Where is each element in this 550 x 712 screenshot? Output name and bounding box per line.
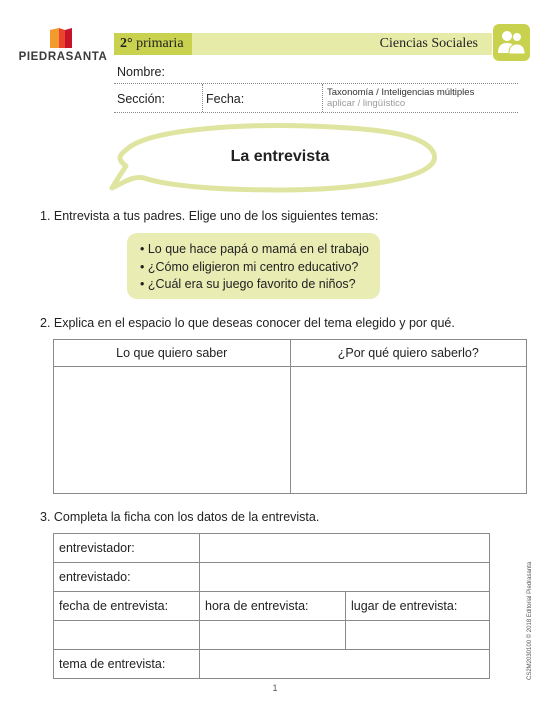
taxonomy-label: Taxonomía / Inteligencias múltiples xyxy=(327,87,475,98)
time-field-label: hora de entrevista: xyxy=(200,592,346,621)
question-2: 2. Explica en el espacio lo que deseas conocer del tema elegido y por qué. xyxy=(40,316,455,330)
topic-item: • ¿Cómo eligieron mi centro educativo? xyxy=(140,260,359,274)
page-title: La entrevista xyxy=(230,148,330,165)
name-label: Nombre: xyxy=(117,65,165,79)
question-1: 1. Entrevista a tus padres. Elige uno de los siguientes temas: xyxy=(40,209,379,223)
time-field[interactable] xyxy=(200,621,346,650)
interviewee-field[interactable] xyxy=(200,563,490,592)
topic-field-label: tema de entrevista: xyxy=(54,650,200,679)
people-icon xyxy=(493,24,530,61)
column-header-why: ¿Por qué quiero saberlo? xyxy=(290,340,527,367)
subject-title: Ciencias Sociales xyxy=(379,36,478,51)
column-header-what: Lo que quiero saber xyxy=(54,340,291,367)
page-number: 1 xyxy=(272,683,278,693)
why-answer-cell[interactable] xyxy=(290,367,527,494)
taxonomy-value: aplicar / lingüístico xyxy=(327,98,406,109)
interest-table xyxy=(53,339,527,494)
date-field[interactable] xyxy=(54,621,200,650)
brand-name: PIEDRASANTA xyxy=(18,51,108,63)
date-divider xyxy=(322,84,323,112)
interview-record-table xyxy=(53,533,490,679)
what-answer-cell[interactable] xyxy=(54,367,291,494)
topic-item: • Lo que hace papá o mamá en el trabajo xyxy=(140,242,369,256)
copyright-vertical xyxy=(527,552,539,680)
piedrasanta-logo-icon xyxy=(48,26,74,50)
grade-text: primaria xyxy=(132,36,184,51)
grade-number: 2° xyxy=(120,36,133,51)
date-field-label: fecha de entrevista: xyxy=(54,592,200,621)
place-field-label: lugar de entrevista: xyxy=(346,592,490,621)
date-label: Fecha: xyxy=(206,92,245,106)
interviewer-field[interactable] xyxy=(200,534,490,563)
section-line xyxy=(114,112,518,113)
interviewee-label: entrevistado: xyxy=(54,563,200,592)
copyright-text: CS2M2030100 © 2018 Editorial Piedrasanta xyxy=(527,561,533,680)
place-field[interactable] xyxy=(346,621,490,650)
topic-field[interactable] xyxy=(200,650,490,679)
section-label: Sección: xyxy=(117,92,165,106)
topic-item: • ¿Cuál era su juego favorito de niños? xyxy=(140,277,356,291)
grade-label xyxy=(120,36,184,52)
interviewer-label: entrevistador: xyxy=(54,534,200,563)
name-line xyxy=(114,83,518,84)
question-3: 3. Completa la ficha con los datos de la entrevista. xyxy=(40,510,320,524)
section-divider xyxy=(202,84,203,112)
